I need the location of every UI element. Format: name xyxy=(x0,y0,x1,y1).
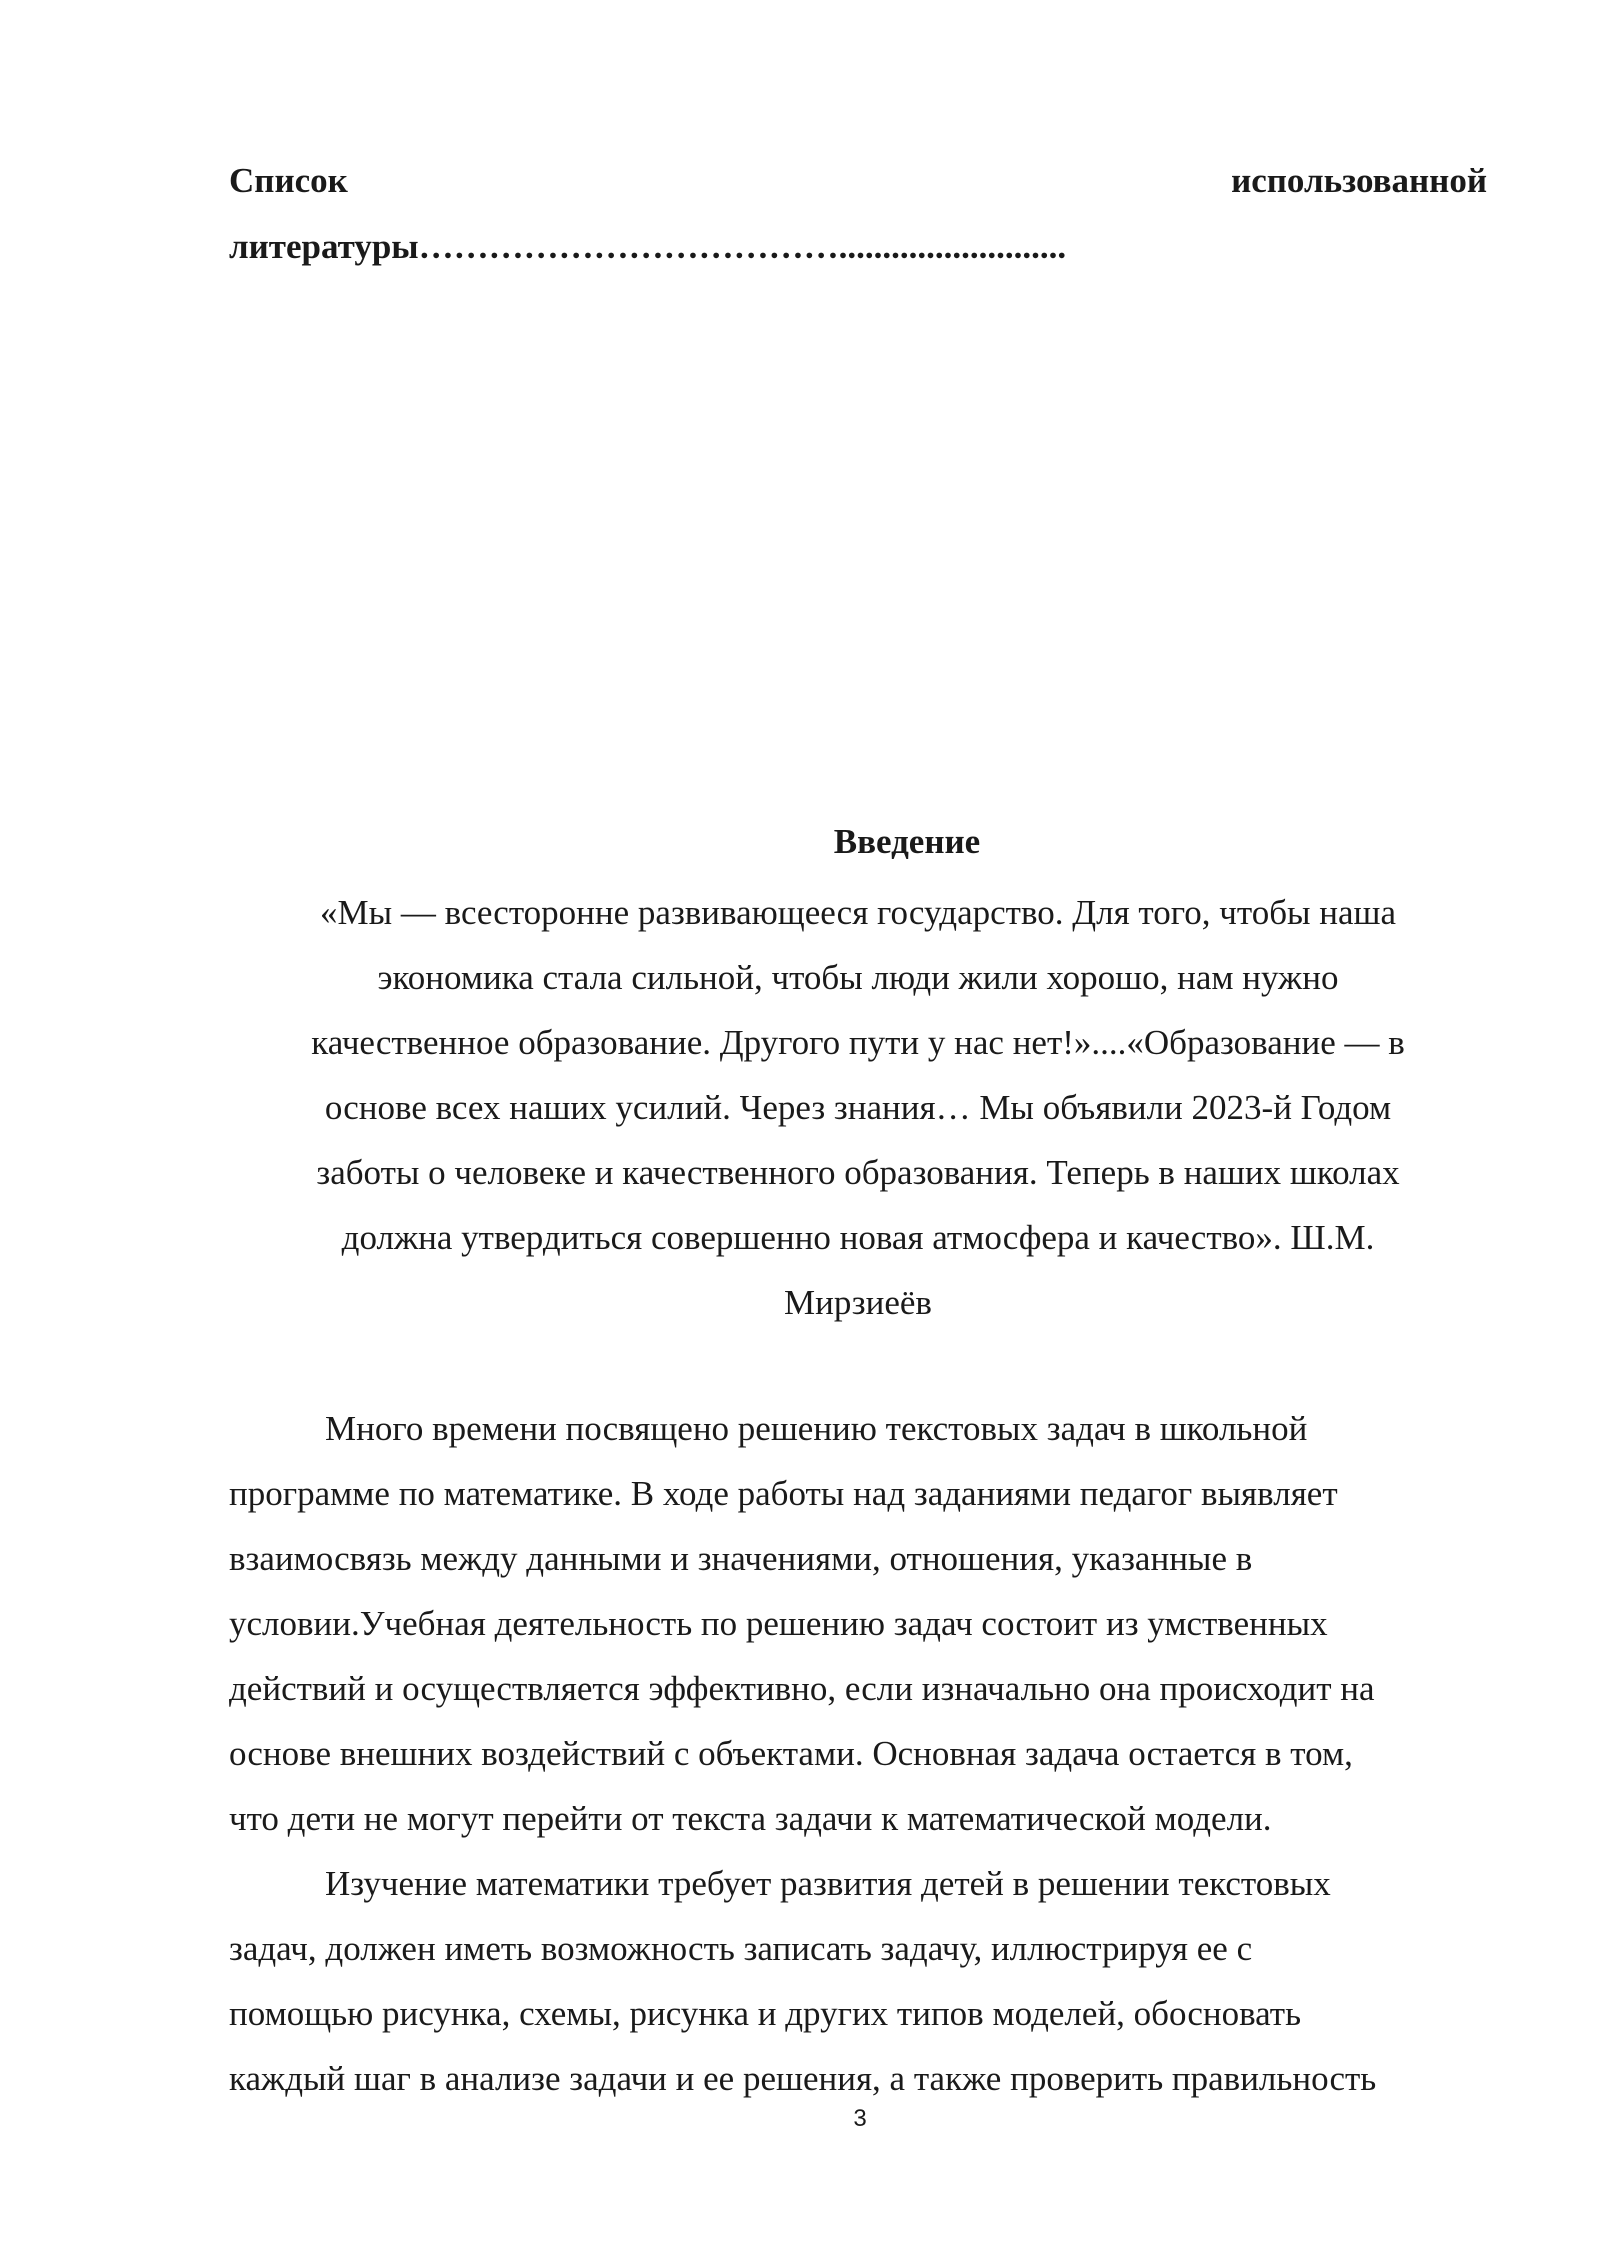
quote-author: Мирзиеёв xyxy=(784,1283,932,1322)
toc-entry-references xyxy=(229,148,1487,280)
paragraph-1-line: условии.Учебная деятельность по решению задач состоит из умственных xyxy=(229,1604,1328,1643)
paragraph-1-line: действий и осуществляется эффективно, если изначально она происходит на xyxy=(229,1669,1375,1708)
toc-entry-word-right: использованной xyxy=(1231,161,1487,200)
quote-line: основе всех наших усилий. Через знания… Мы объявили 2023-й Годом xyxy=(324,1088,1392,1127)
paragraph-1-line: Много времени посвящено решению текстовых задач в школьной xyxy=(325,1409,1308,1448)
quote-line: должна утвердиться совершенно новая атмосфера и качество». Ш.М. xyxy=(341,1218,1375,1257)
paragraph-1-line: что дети не могут перейти от текста задачи к математической модели. xyxy=(229,1799,1272,1838)
paragraph-2-line: каждый шаг в анализе задачи и ее решения, а также проверить правильность xyxy=(229,2059,1377,2098)
quote-line: «Мы — всесторонне развивающееся государство. Для того, чтобы наша xyxy=(319,893,1397,932)
quote-line: качественное образование. Другого пути у нас нет!»....«Образование — в xyxy=(311,1023,1405,1062)
quote-line: экономика стала сильной, чтобы люди жили хорошо, нам нужно xyxy=(377,958,1339,997)
page-number: 3 xyxy=(853,2105,867,2132)
paragraph-1-line: программе по математике. В ходе работы над заданиями педагог выявляет xyxy=(229,1474,1338,1513)
paragraph-1-line: основе внешних воздействий с объектами. Основная задача остается в том, xyxy=(229,1734,1353,1773)
paragraph-2-line: задач, должен иметь возможность записать задачу, иллюстрируя ее с xyxy=(229,1929,1253,1968)
paragraph-1-line: взаимосвязь между данными и значениями, отношения, указанные в xyxy=(229,1539,1253,1578)
toc-entry-word-left: Список xyxy=(229,161,348,200)
paragraph-2-line: помощью рисунка, схемы, рисунка и других типов моделей, обосновать xyxy=(229,1994,1302,2033)
paragraph-2-line: Изучение математики требует развития детей в решении текстовых xyxy=(325,1864,1331,1903)
toc-entry-line-2: литературы……………………………….......................... xyxy=(229,227,1067,266)
toc-entry-line-1 xyxy=(229,148,1487,214)
section-heading-introduction: Введение xyxy=(833,822,981,861)
quote-line: заботы о человеке и качественного образования. Теперь в наших школах xyxy=(316,1153,1400,1192)
body-text xyxy=(229,1396,1494,2111)
epigraph-quote xyxy=(229,880,1487,1335)
